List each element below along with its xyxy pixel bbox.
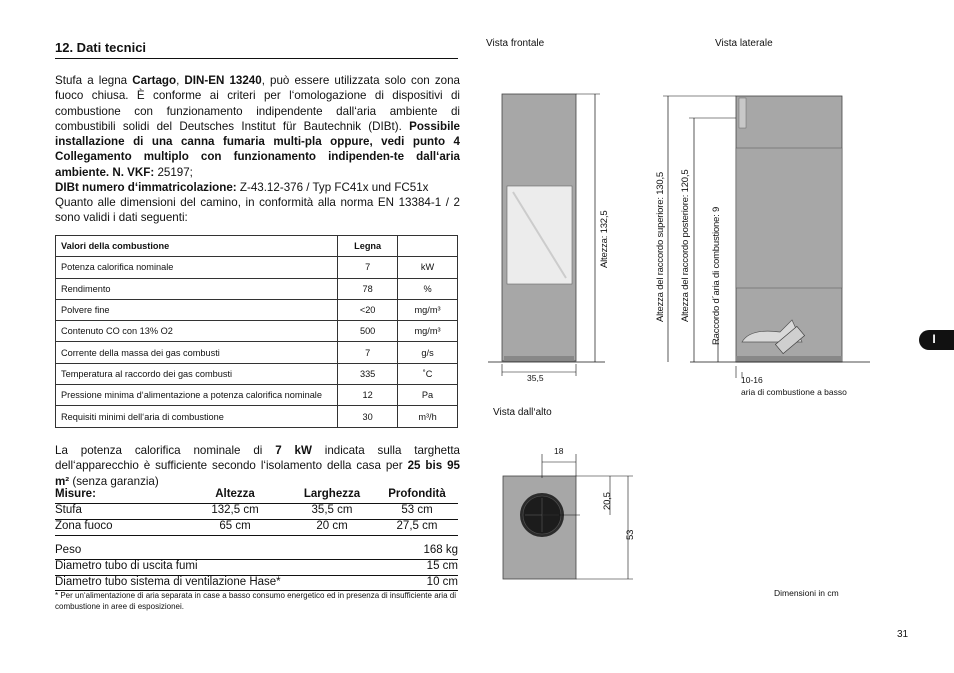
measures-header-width: Larghezza [303,488,361,500]
measures-cell: 53 cm [401,504,433,516]
table-row [56,321,458,342]
table-cell: 7 [338,257,398,278]
measures-cell: Stufa [55,504,82,516]
front-view-label: Vista frontale [486,38,545,49]
top-dim-18: 18 [554,446,564,456]
table-cell: Contenuto CO con 13% O2 [56,321,338,342]
table-cell: 335 [338,363,398,384]
table-cell: Pa [398,385,458,406]
vkf-number: 25197; [154,165,193,179]
measures-header [55,488,458,503]
tubo-hase-row [55,576,458,591]
table-cell: g/s [398,342,458,363]
table-cell: 7 [338,342,398,363]
upper-flue-height-dim: Altezza del raccordo superiore: 130,5 [655,172,666,322]
measures-header-label: Misure: [55,488,96,500]
extra-value: 10 cm [426,576,458,588]
dibt-label: DIBt numero d‘immatricolazione: [55,181,237,195]
table-cell: Rendimento [56,278,338,299]
table-row [56,299,458,320]
side-view-label: Vista laterale [715,38,773,49]
extra-value: 15 cm [426,560,458,572]
table-cell: mg/m³ [398,299,458,320]
chimney-paragraph: Quanto alle dimensioni del camino, in conformità alla norma EN 13384-1 / 2 sono validi i dati seguenti: [55,196,460,225]
total-height-dim: Altezza: 132,5 [599,210,610,268]
measures-row-zona [55,520,458,535]
top-view-label: Vista dall‘alto [493,407,552,418]
output-text-3: (senza garanzia) [69,474,159,488]
table-row [56,257,458,278]
stove-drawings [480,80,870,400]
tubo-fumi-row [55,560,458,575]
table-row [56,363,458,384]
intro-text-3: , può essere utilizzata solo con zona fuoco chiusa. È conforme ai criteri per l‘omologazione di dispositivi di combustione con funzionamento indipendente dall‘aria ambiente di combustibili solidi del Deutsches Institut für Bautechnik (DIBt). [55,74,460,133]
dibt-number: Z-43.12-376 / Typ FC41x und FC51x [236,181,429,195]
intro-bold-3: Possibile installazione di una canna fumaria multi-pla oppure, vedi punto 4 Collegamento multiplo con funzionamento indipenden-te dall‘aria ambiente. N. VKF: [55,119,460,179]
air-range-dim: 10-16 [741,375,763,385]
model-name: Cartago [132,74,177,87]
intro-text-1: Stufa a legna [55,74,133,87]
table-row [56,406,458,427]
measures-cell: 27,5 cm [396,520,438,532]
table-cell: <20 [338,299,398,320]
page-number: 31 [897,629,909,640]
table-cell: ˚C [398,363,458,384]
top-dim-53: 53 [625,529,636,540]
rear-flue-height-dim: Altezza del raccordo posteriore: 120,5 [680,169,691,322]
table-cell: 78 [338,278,398,299]
output-text-1: La potenza calorifica nominale di [55,444,276,457]
table-cell: % [398,278,458,299]
measures-cell: 132,5 cm [211,504,259,516]
top-view-drawing [495,448,645,588]
table-cell: m³/h [398,406,458,427]
extra-label: Peso [55,544,82,556]
measures-row-stufa [55,504,458,519]
table-header-cell [398,236,458,257]
air-note: aria di combustione a basso [741,387,847,397]
language-tab-letter: I [932,332,936,346]
table-cell: Corrente della massa dei gas combusti [56,342,338,363]
table-cell: Requisiti minimi dell‘aria di combustione [56,406,338,427]
measures-cell: Zona fuoco [55,520,113,532]
table-cell: kW [398,257,458,278]
combustion-air-dim: Raccordo d´aria di combustione: 9 [711,206,722,345]
table-cell: 12 [338,385,398,406]
intro-text-2: , [176,74,185,87]
intro-paragraph [55,73,460,195]
table-cell: Polvere fine [56,299,338,320]
measures-rule [55,535,458,536]
table-header-cell: Legna [338,236,398,257]
combustion-table [55,235,458,428]
output-text-2: indicata sulla targhetta dell‘apparecchio è sufficiente secondo l‘isolamento della casa per [55,444,460,473]
language-tab [919,330,954,350]
extra-value: 168 kg [423,544,458,556]
table-cell: 30 [338,406,398,427]
peso-row [55,544,458,559]
heat-output-paragraph [55,443,460,489]
table-row [56,278,458,299]
footnote: * Per un‘alimentazione di aria separata in case a basso consumo energetico ed in presenza di insufficiente aria di combustione in aree di esposizionei. [55,591,456,611]
front-view-drawing [502,94,576,361]
measures-cell: 20 cm [316,520,348,532]
standard-name: DIN-EN 13240 [184,74,262,87]
table-row [56,342,458,363]
table-header-row [56,236,458,257]
table-cell: mg/m³ [398,321,458,342]
measures-header-height: Altezza [215,488,255,500]
top-dim-20-5: 20,5 [602,492,613,510]
table-header-cell: Valori della combustione [56,236,338,257]
measures-header-depth: Profondità [388,488,446,500]
table-row [56,385,458,406]
side-view-drawing [736,96,842,362]
table-cell: Pressione minima d‘alimentazione a potenza calorifica nominale [56,385,338,406]
measures-cell: 65 cm [219,520,251,532]
section-heading: 12. Dati tecnici [55,40,147,55]
front-width-dim: 35,5 [527,373,544,383]
table-cell: 500 [338,321,398,342]
measures-cell: 35,5 cm [311,504,353,516]
area-value: 25 bis 95 m² [55,459,460,488]
table-cell: Temperatura al raccordo dei gas combusti [56,363,338,384]
output-value: 7 kW [275,444,312,457]
table-cell: Potenza calorifica nominale [56,257,338,278]
units-note: Dimensioni in cm [774,588,839,598]
heading-rule [55,58,458,59]
extra-label: Diametro tubo sistema di ventilazione Hase* [55,576,281,588]
extra-label: Diametro tubo di uscita fumi [55,560,198,572]
